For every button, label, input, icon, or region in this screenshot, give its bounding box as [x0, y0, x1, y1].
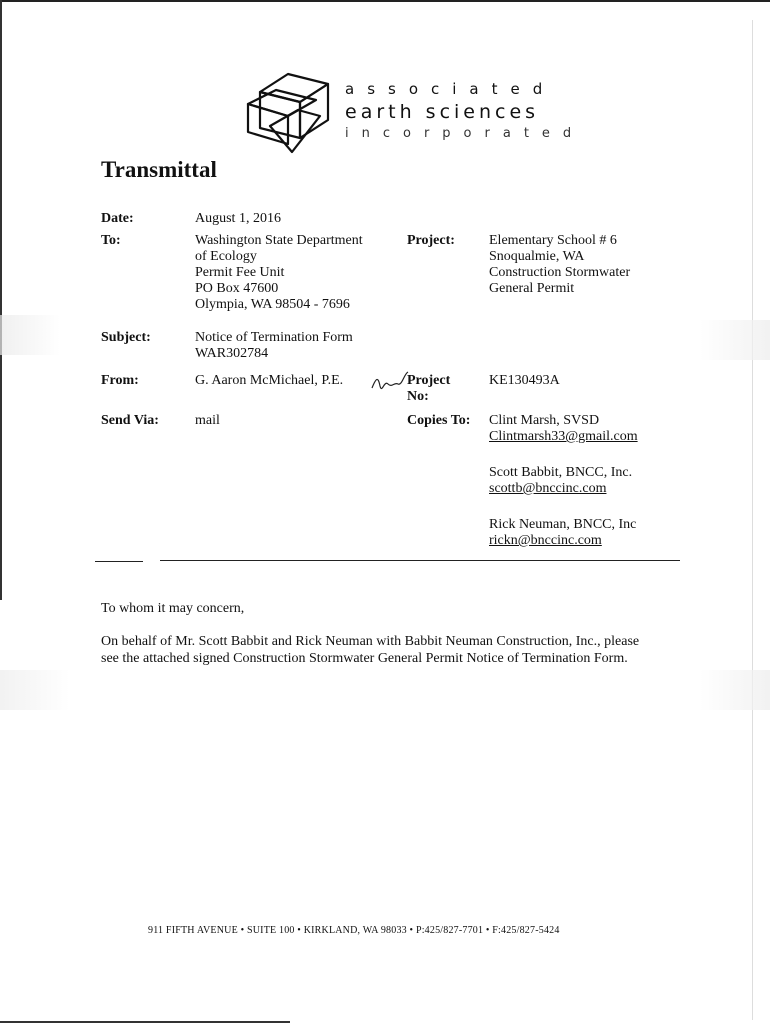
body-paragraph-line: see the attached signed Construction Stormwater General Permit Notice of Termination Form. — [101, 651, 628, 666]
to-address — [195, 233, 363, 313]
project-label: Project: — [407, 233, 455, 248]
scan-smudge — [0, 315, 60, 355]
copy-recipient-email-link[interactable]: Clintmarsh33@gmail.com — [489, 429, 638, 444]
from-label: From: — [101, 373, 139, 388]
from-value: G. Aaron McMichael, P.E. — [195, 373, 344, 388]
scan-smudge — [700, 670, 770, 710]
copy-recipient-name: Scott Babbit, BNCC, Inc. — [489, 465, 633, 480]
to-line: PO Box 47600 — [195, 281, 279, 296]
to-line: Washington State Department — [195, 233, 363, 248]
scan-edge-bottom — [0, 1021, 290, 1023]
to-line: of Ecology — [195, 249, 257, 264]
document-title: Transmittal — [101, 157, 217, 182]
divider-rule — [160, 560, 680, 561]
scan-edge-right — [752, 20, 753, 1020]
salutation: To whom it may concern, — [101, 601, 245, 616]
subject-line: WAR302784 — [195, 346, 269, 361]
project-description — [489, 233, 630, 297]
subject-label: Subject: — [101, 330, 151, 345]
project-line: General Permit — [489, 281, 575, 296]
date-value: August 1, 2016 — [195, 211, 281, 226]
project-no-label — [407, 373, 450, 405]
scan-smudge — [700, 320, 770, 360]
date-label: Date: — [101, 211, 134, 226]
project-no-label-line: Project — [407, 373, 451, 388]
copy-recipient — [489, 517, 636, 549]
send-via-value: mail — [195, 413, 220, 428]
copies-to-label: Copies To: — [407, 413, 471, 428]
scan-smudge — [0, 670, 70, 710]
signature-initials-icon — [370, 368, 410, 396]
project-line: Snoqualmie, WA — [489, 249, 585, 264]
to-label: To: — [101, 233, 121, 248]
scan-edge-top — [0, 0, 770, 2]
copy-recipient — [489, 413, 638, 445]
project-line: Construction Stormwater — [489, 265, 631, 280]
project-no-label-line: No: — [407, 389, 429, 404]
divider-rule — [95, 561, 143, 562]
copy-recipient-email-link[interactable]: rickn@bnccinc.com — [489, 533, 602, 548]
to-line: Permit Fee Unit — [195, 265, 285, 280]
copy-recipient — [489, 465, 632, 497]
subject-value — [195, 330, 353, 362]
logo-text-line1: associated — [345, 80, 556, 98]
to-line: Olympia, WA 98504 - 7696 — [195, 297, 350, 312]
logo-text-line3: incorporated — [345, 126, 585, 141]
scan-edge-left — [0, 0, 2, 600]
logo-text-line2: earth sciences — [345, 101, 540, 123]
body-paragraph-line: On behalf of Mr. Scott Babbit and Rick Neuman with Babbit Neuman Construction, Inc., please — [101, 634, 640, 649]
subject-line: Notice of Termination Form — [195, 330, 353, 345]
footer-address: 911 FIFTH AVENUE • SUITE 100 • KIRKLAND, WA 98033 • P:425/827-7701 • F:425/827-5424 — [148, 925, 560, 936]
project-no-value: KE130493A — [489, 373, 560, 388]
company-logo-icon — [240, 70, 340, 155]
project-line: Elementary School # 6 — [489, 233, 617, 248]
copy-recipient-email-link[interactable]: scottb@bnccinc.com — [489, 481, 607, 496]
copy-recipient-name: Clint Marsh, SVSD — [489, 413, 600, 428]
send-via-label: Send Via: — [101, 413, 159, 428]
copy-recipient-name: Rick Neuman, BNCC, Inc — [489, 517, 637, 532]
